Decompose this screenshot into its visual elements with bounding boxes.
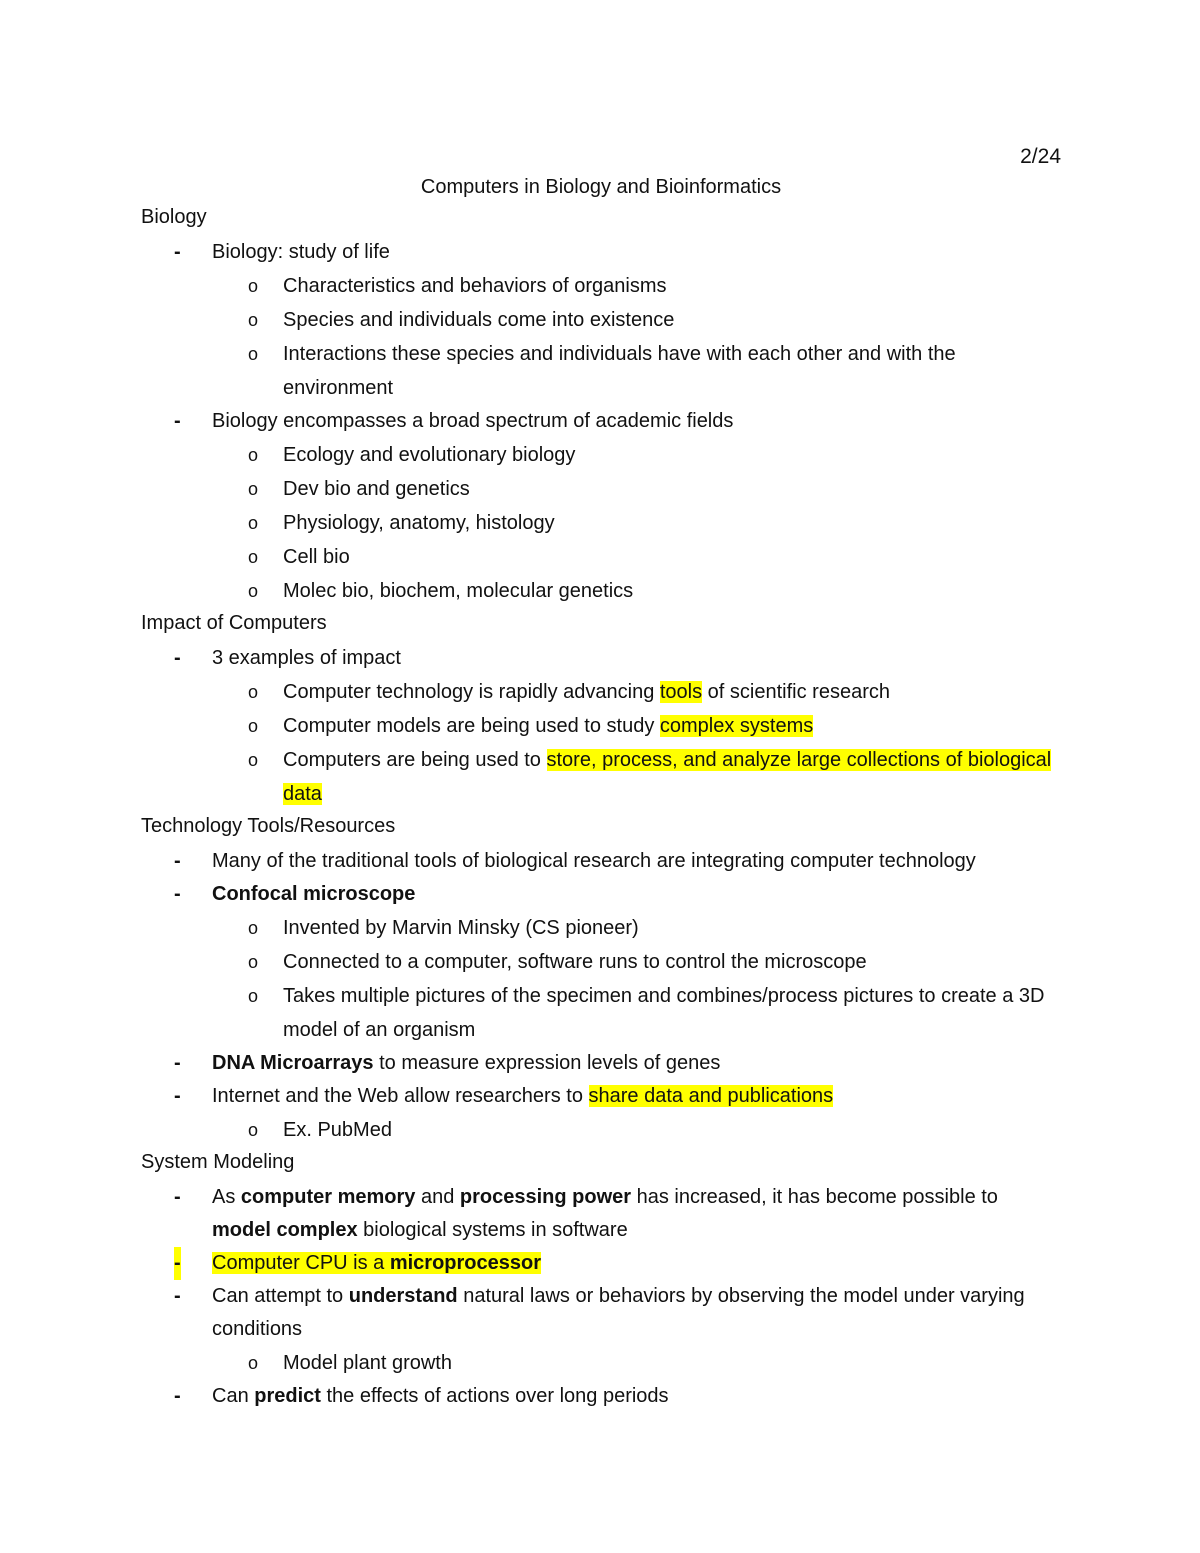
list-item-text: Biology: study of life	[212, 241, 390, 263]
list-item	[141, 845, 1061, 878]
dash-bullet: -	[174, 1052, 181, 1074]
circle-bullet: o	[248, 581, 259, 601]
sub-list-item	[141, 1346, 1061, 1380]
sub-list-item-text: Physiology, anatomy, histology	[283, 512, 555, 534]
sub-list-item	[141, 675, 1061, 709]
list-item-text: biological systems in software	[357, 1219, 628, 1241]
document-content	[141, 142, 1061, 1413]
section-heading-impact: Impact of Computers	[141, 612, 327, 634]
sub-list-item-text: Computers are being used to	[283, 749, 547, 771]
list-item-text: to measure expression levels of genes	[373, 1052, 721, 1074]
circle-bullet: o	[248, 952, 259, 972]
highlighted-text: store, process, and analyze large collections of biological data	[283, 749, 1052, 805]
sub-list-item	[141, 540, 1061, 574]
sub-list-item-text: Invented by Marvin Minsky (CS pioneer)	[283, 917, 639, 939]
highlighted-text: tools	[659, 681, 703, 703]
section-heading-technology: Technology Tools/Resources	[141, 815, 396, 837]
date-label: 2/24	[1020, 145, 1061, 168]
sub-list-item-text: Cell bio	[283, 546, 350, 568]
sub-list-item-text: Computer models are being used to study	[283, 715, 660, 737]
dash-bullet: -	[174, 647, 181, 669]
sub-list-item	[141, 911, 1061, 945]
circle-bullet: o	[248, 918, 259, 938]
bold-text: Confocal microscope	[212, 883, 416, 905]
list-item	[141, 1047, 1061, 1080]
sub-list-item-text: Molec bio, biochem, molecular genetics	[283, 580, 634, 602]
bold-text: understand	[348, 1285, 458, 1307]
sub-list-item-text: Ex. PubMed	[283, 1119, 392, 1141]
highlighted-text: Computer CPU is a	[212, 1252, 390, 1274]
circle-bullet: o	[248, 1353, 259, 1373]
sub-list-item	[141, 337, 1061, 405]
circle-bullet: o	[248, 682, 259, 702]
sub-list-item-text: Connected to a computer, software runs to control the microscope	[283, 951, 867, 973]
circle-bullet: o	[248, 750, 259, 770]
highlighted-bold-text: microprocessor	[389, 1252, 542, 1274]
sub-list-item	[141, 709, 1061, 743]
dash-bullet: -	[174, 850, 181, 872]
sub-list-item	[141, 1113, 1061, 1147]
dash-bullet: -	[174, 241, 181, 263]
sub-list-item	[141, 574, 1061, 608]
sub-list-item-text: Characteristics and behaviors of organisms	[283, 275, 667, 297]
circle-bullet: o	[248, 310, 259, 330]
circle-bullet: o	[248, 276, 259, 296]
list-item-text: Biology encompasses a broad spectrum of academic fields	[212, 410, 734, 432]
list-item	[141, 878, 1061, 911]
list-item	[141, 1247, 1061, 1280]
circle-bullet: o	[248, 547, 259, 567]
section-heading-biology: Biology	[141, 206, 207, 228]
bold-text: computer memory	[240, 1186, 416, 1208]
dash-bullet: -	[174, 1285, 181, 1307]
bold-text: DNA Microarrays	[212, 1052, 374, 1074]
dash-bullet: -	[174, 410, 181, 432]
bold-text: predict	[254, 1385, 321, 1407]
list-item-text: As	[212, 1186, 241, 1208]
circle-bullet: o	[248, 479, 259, 499]
dash-bullet: -	[174, 1247, 181, 1280]
list-item-text: Can	[212, 1385, 255, 1407]
circle-bullet: o	[248, 1120, 259, 1140]
highlighted-text: share data and publications	[588, 1085, 834, 1107]
list-item-text: Can attempt to	[212, 1285, 349, 1307]
sub-list-item-text: Dev bio and genetics	[283, 478, 470, 500]
sub-list-item-text: of scientific research	[702, 681, 890, 703]
list-item-text: Many of the traditional tools of biological research are integrating computer technology	[212, 850, 976, 872]
sub-list-item	[141, 472, 1061, 506]
sub-list-item-text: Computer technology is rapidly advancing	[283, 681, 660, 703]
list-item	[141, 642, 1061, 675]
highlighted-text: complex systems	[659, 715, 814, 737]
list-item	[141, 1080, 1061, 1113]
list-item	[141, 1280, 1061, 1346]
list-item	[141, 1181, 1061, 1247]
sub-list-item	[141, 945, 1061, 979]
sub-list-item	[141, 506, 1061, 540]
list-item-text: natural laws or behaviors by observing the model under varying conditions	[212, 1285, 1025, 1340]
dash-bullet: -	[174, 1186, 181, 1208]
dash-bullet: -	[174, 883, 181, 905]
sub-list-item-text: Model plant growth	[283, 1352, 452, 1374]
sub-list-item	[141, 743, 1061, 811]
list-item-text: and	[415, 1186, 460, 1208]
list-item-text: the effects of actions over long periods	[320, 1385, 669, 1407]
document-title: Computers in Biology and Bioinformatics	[420, 176, 782, 198]
sub-list-item-text: Takes multiple pictures of the specimen and combines/process pictures to create a 3D model of an organism	[283, 985, 1045, 1041]
sub-list-item	[141, 438, 1061, 472]
circle-bullet: o	[248, 344, 259, 364]
sub-list-item-text: Ecology and evolutionary biology	[283, 444, 576, 466]
dash-bullet: -	[174, 1085, 181, 1107]
circle-bullet: o	[248, 716, 259, 736]
list-item	[141, 236, 1061, 269]
section-heading-system-modeling: System Modeling	[141, 1151, 295, 1173]
bold-text: model complex	[212, 1219, 358, 1241]
list-item-text: Internet and the Web allow researchers to	[212, 1085, 589, 1107]
list-item-text: 3 examples of impact	[212, 647, 401, 669]
list-item-text: has increased, it has become possible to	[631, 1186, 998, 1208]
sub-list-item-text: Interactions these species and individuals have with each other and with the environment	[283, 343, 956, 399]
sub-list-item	[141, 269, 1061, 303]
circle-bullet: o	[248, 986, 259, 1006]
circle-bullet: o	[248, 513, 259, 533]
list-item	[141, 405, 1061, 438]
list-item	[141, 1380, 1061, 1413]
sub-list-item-text: Species and individuals come into existence	[283, 309, 675, 331]
sub-list-item	[141, 303, 1061, 337]
sub-list-item	[141, 979, 1061, 1047]
dash-bullet: -	[174, 1385, 181, 1407]
bold-text: processing power	[459, 1186, 632, 1208]
circle-bullet: o	[248, 445, 259, 465]
